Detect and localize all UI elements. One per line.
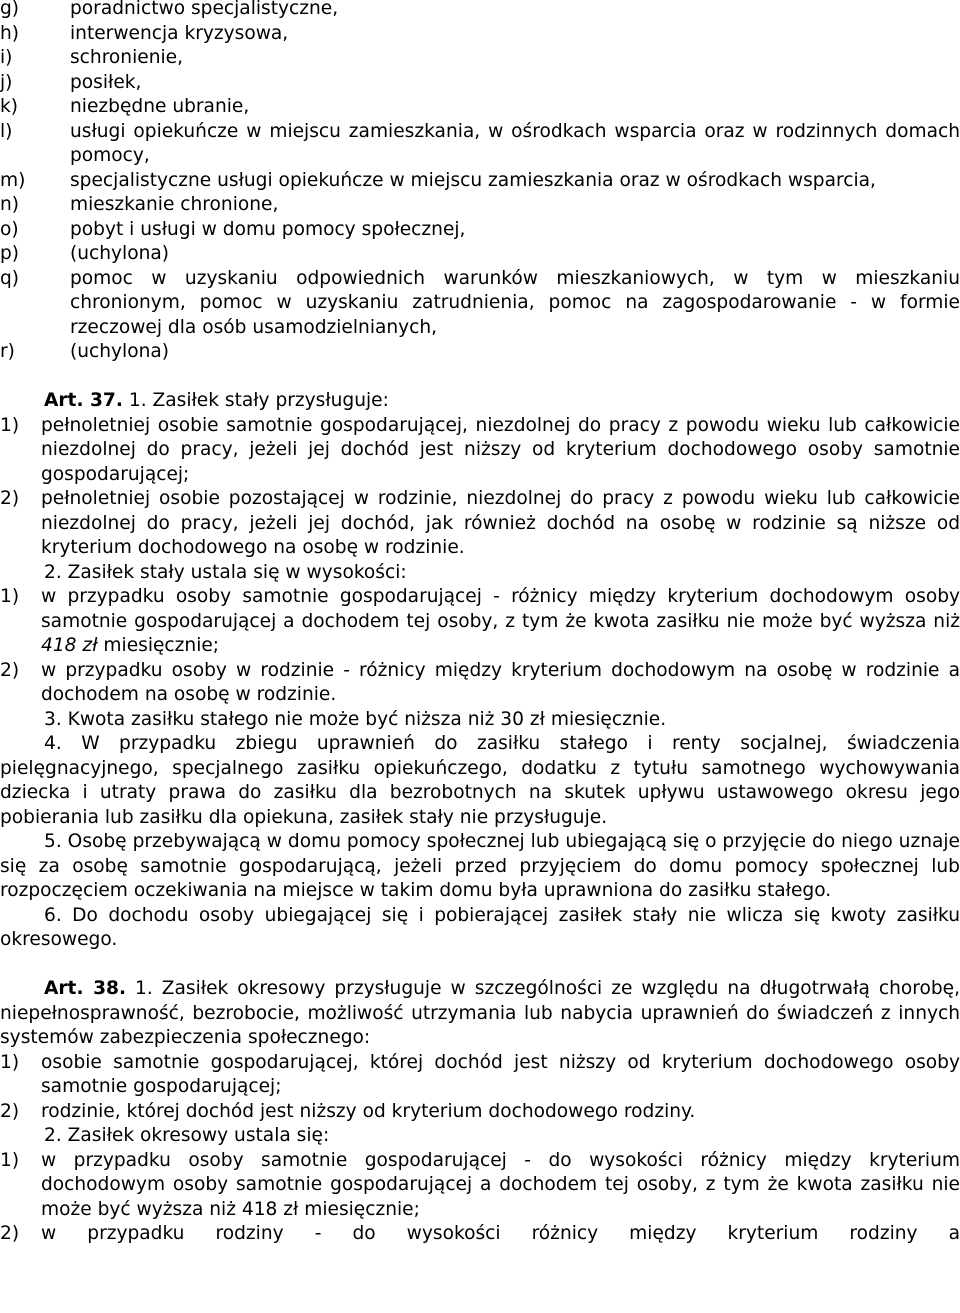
list-item-label: n) (0, 194, 20, 215)
list-item-text: poradnictwo specjalistyczne, (70, 0, 339, 19)
text-run: w przypadku osoby samotnie gospodarującej - różnicy między kryterium dochodowym osoby samotnie gospodarującej a dochodem tej osoby, z tym że kwota zasiłku nie może być wyższa niż (41, 586, 960, 632)
numbered-item-label: 1) (0, 414, 20, 436)
list-item (0, 0, 960, 22)
list-item-text: schronienie, (70, 47, 183, 68)
spacer (0, 365, 960, 390)
numbered-item-text: pełnoletniej osobie samotnie gospodarującej, niezdolnej do pracy z powodu wieku lub całkowicie niezdolnej do pracy, jeżeli jej dochód jest niższy od kryterium dochodowego osoby samotnie gospodarującej; (41, 414, 960, 485)
article-heading: Art. 38. (44, 978, 127, 999)
article-38 (0, 977, 960, 1247)
article-37-para-6: 6. Do dochodu osoby ubiegającej się i pobierającej zasiłek stały nie wlicza się kwoty zasiłku okresowego. (0, 904, 960, 950)
list-item (0, 340, 960, 365)
list-item (0, 71, 960, 96)
list-item-text: specjalistyczne usługi opiekuńcze w miejscu zamieszkania oraz w ośrodkach wsparcia, (70, 169, 876, 191)
numbered-item-label: 1) (0, 1051, 20, 1073)
list-item-text: posiłek, (70, 71, 142, 93)
amount-italic: 418 zł (41, 635, 98, 656)
numbered-item (0, 487, 960, 561)
list-item-label: l) (0, 120, 13, 142)
list-item-label: m) (0, 169, 26, 191)
numbered-item-text: w przypadku osoby w rodzinie - różnicy między kryterium dochodowym na osobę w rodzinie a dochodem na osobę w rodzinie. (41, 659, 960, 705)
numbered-item (0, 1149, 960, 1223)
list-item-label: o) (0, 218, 19, 240)
numbered-item (0, 1222, 960, 1247)
numbered-item-label: 1) (0, 1149, 20, 1171)
list-item-label: q) (0, 267, 20, 289)
numbered-item-text: w przypadku rodziny - do wysokości różnicy między kryterium rodziny a (41, 1223, 960, 1244)
list-item-label: k) (0, 96, 19, 117)
numbered-item-text: rodzinie, której dochód jest niższy od kryterium dochodowego rodziny. (41, 1100, 696, 1122)
article-37-para-3: 3. Kwota zasiłku stałego nie może być niższa niż 30 zł miesięcznie. (44, 708, 667, 730)
list-item-text: pobyt i usługi w domu pomocy społecznej, (70, 218, 466, 240)
list-item (0, 169, 960, 194)
list-item (0, 120, 960, 169)
list-item (0, 267, 960, 341)
list-item (0, 218, 960, 243)
numbered-item-label: 2) (0, 1223, 20, 1244)
article-38-para-2-intro: 2. Zasiłek okresowy ustala się: (44, 1125, 330, 1146)
list-item-text: niezbędne ubranie, (70, 96, 250, 117)
article-heading: Art. 37. (44, 390, 123, 411)
list-item (0, 95, 960, 120)
list-item-label: h) (0, 22, 20, 44)
article-37-para-5: 5. Osobę przebywającą w domu pomocy społecznej lub ubiegającą się o przyjęcie do niego uznaje się za osobę samotnie gospodarującą, jeżeli przed przyjęciem do domu pomocy społecznej lub rozpoczęciem oczekiwania na miejsce w takim domu była uprawniona do zasiłku stałego. (0, 831, 960, 901)
paragraph-text: 1. Zasiłek stały przysługuje: (128, 390, 389, 411)
text-run: miesięcznie; (97, 635, 220, 656)
numbered-item-text (41, 585, 960, 659)
list-item-text: (uchylona) (70, 243, 170, 264)
list-item-label: p) (0, 243, 20, 264)
article-37-para-1-intro (0, 389, 960, 414)
article-37-para-4: 4. W przypadku zbiegu uprawnień do zasiłku stałego i renty socjalnej, świadczenia pielęgnacyjnego, specjalnego zasiłku opiekuńczego, dodatku z tytułu samotnego wychowywania dziecka i utraty prawa do zasiłku dla bezrobotnych na skutek upływu ustawowego okresu jego pobierania lub zasiłku dla opiekuna, zasiłek stały nie przysługuje. (0, 733, 960, 828)
list-item-label: g) (0, 0, 20, 19)
list-item-text: (uchylona) (70, 341, 170, 362)
letter-list (0, 0, 960, 365)
numbered-item (0, 659, 960, 708)
list-item-text: mieszkanie chronione, (70, 194, 279, 215)
numbered-item-label: 2) (0, 488, 20, 509)
numbered-item-text: w przypadku osoby samotnie gospodarującej - do wysokości różnicy między kryterium dochodowym osoby samotnie gospodarującej a dochodem tej osoby, z tym że kwota zasiłku nie może być wyższa niż 418 zł miesięcznie; (41, 1149, 960, 1220)
paragraph-text: 1. Zasiłek okresowy przysługuje w szczególności ze względu na długotrwałą chorobę, niepełnosprawność, bezrobocie, możliwość utrzymania lub nabycia uprawnień do świadczeń z innych systemów zabezpieczenia społecznego: (0, 978, 960, 1048)
article-37 (0, 389, 960, 953)
numbered-item-label: 2) (0, 659, 20, 681)
article-38-para-1-intro (0, 977, 960, 1051)
numbered-item-text: pełnoletniej osobie pozostającej w rodzinie, niezdolnej do pracy z powodu wieku lub całkowicie niezdolnej do pracy, jeżeli jej dochód, jak również dochód na osobę w rodzinie są niższe od kryterium dochodowego na osobę w rodzinie. (41, 488, 960, 558)
list-item-label: j) (0, 71, 13, 93)
numbered-item (0, 1051, 960, 1100)
numbered-item (0, 414, 960, 488)
numbered-item-label: 2) (0, 1100, 20, 1122)
list-item (0, 46, 960, 71)
list-item-label: i) (0, 47, 13, 68)
numbered-item (0, 1100, 960, 1125)
list-item (0, 242, 960, 267)
list-item-text: pomoc w uzyskaniu odpowiednich warunków mieszkaniowych, w tym w mieszkaniu chronionym, pomoc w uzyskaniu zatrudnienia, pomoc na zagospodarowanie - w formie rzeczowej dla osób usamodzielnianych, (70, 267, 960, 338)
numbered-item-text: osobie samotnie gospodarującej, której dochód jest niższy od kryterium dochodowego osoby samotnie gospodarującej; (41, 1051, 960, 1097)
list-item-text: interwencja kryzysowa, (70, 22, 289, 44)
article-37-para-2-intro: 2. Zasiłek stały ustala się w wysokości: (44, 561, 407, 583)
list-item (0, 193, 960, 218)
list-item (0, 22, 960, 47)
numbered-item-label: 1) (0, 586, 20, 607)
spacer (0, 953, 960, 978)
list-item-label: r) (0, 341, 15, 362)
numbered-item (0, 585, 960, 659)
list-item-text: usługi opiekuńcze w miejscu zamieszkania, w ośrodkach wsparcia oraz w rodzinnych domach pomocy, (70, 120, 960, 166)
